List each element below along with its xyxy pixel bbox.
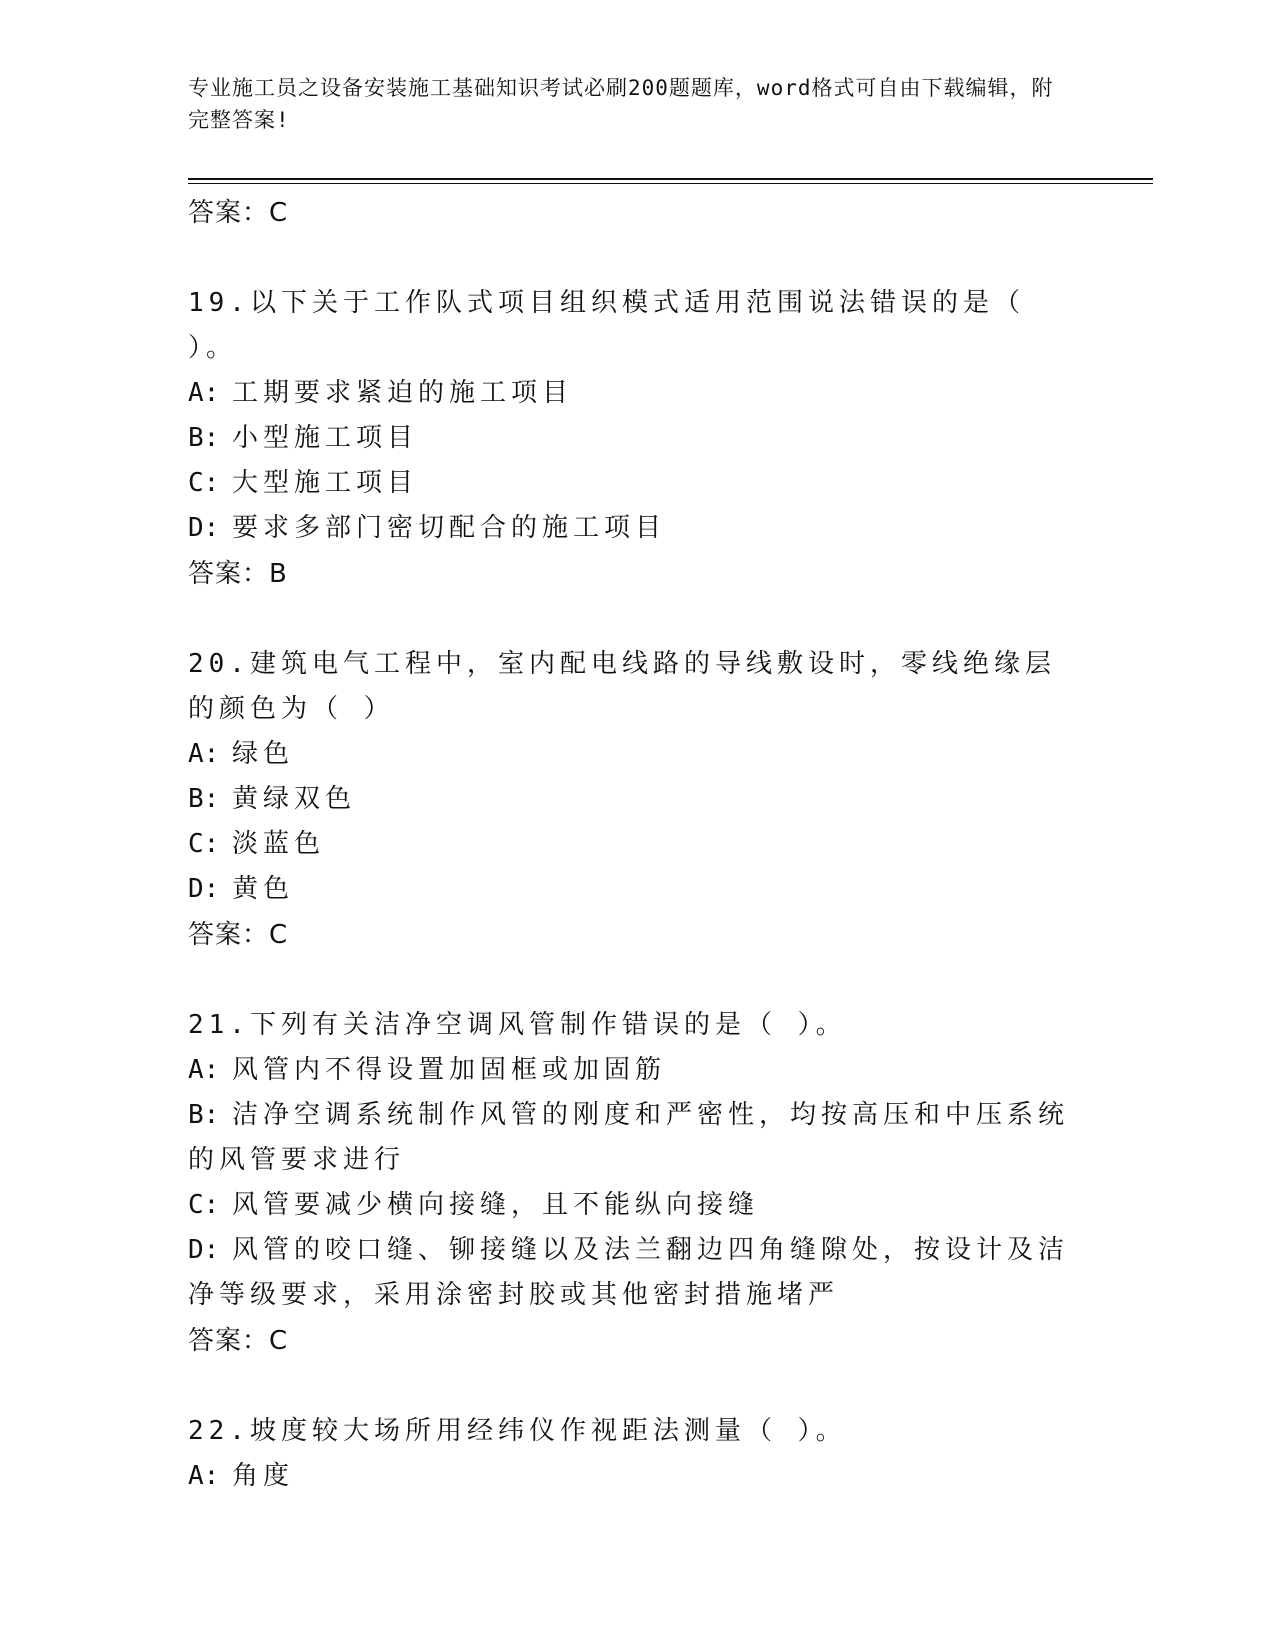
question-21 [188,1003,1073,1364]
option-text: 风管要减少横向接缝，且不能纵向接缝 [232,1190,760,1220]
header-divider-thin [188,183,1153,184]
question-text: 22.坡度较大场所用经纬仪作视距法测量（ ）。 [188,1416,847,1446]
question-text: 20.建筑电气工程中，室内配电线路的导线敷设时，零线绝缘层的颜色为（ ） [188,649,1056,724]
option-d [188,1228,1073,1318]
option-c [188,1183,1073,1228]
option-letter: C: [188,829,220,859]
question-list [188,190,1073,1499]
spacer [188,597,1073,642]
option-letter: B: [188,423,220,453]
option-text: 工期要求紧迫的施工项目 [232,378,574,408]
question-19 [188,281,1073,597]
option-text: 黄色 [232,874,295,904]
spacer [188,1364,1073,1409]
header-divider [188,178,1153,180]
option-text: 角度 [232,1461,295,1491]
question-text: 21.下列有关洁净空调风管制作错误的是（ ）。 [188,1010,847,1040]
option-letter: D: [188,513,220,543]
option-text: 要求多部门密切配合的施工项目 [232,513,667,543]
option-a [188,1048,1073,1093]
option-text: 风管的咬口缝、铆接缝以及法兰翻边四角缝隙处，按设计及洁净等级要求，采用涂密封胶或其他密封措施堵严 [188,1235,1070,1310]
option-letter: A: [188,1461,220,1491]
option-text: 洁净空调系统制作风管的刚度和严密性，均按高压和中压系统的风管要求进行 [188,1100,1070,1175]
option-letter: A: [188,1055,220,1085]
option-c [188,461,1073,506]
option-text: 黄绿双色 [232,784,357,814]
option-c [188,822,1073,867]
option-letter: D: [188,1235,220,1265]
option-text: 绿色 [232,739,295,769]
spacer [188,958,1073,1003]
question-text: 19.以下关于工作队式项目组织模式适用范围说法错误的是（ ）。 [188,288,1025,363]
option-text: 淡蓝色 [232,829,326,859]
option-b [188,777,1073,822]
option-d [188,506,1073,551]
option-b [188,416,1073,461]
option-letter: C: [188,468,220,498]
option-letter: B: [188,784,220,814]
answer-line: 答案：B [188,559,288,589]
option-letter: D: [188,874,220,904]
option-text: 小型施工项目 [232,423,419,453]
answer-line: 答案：C [188,1326,289,1356]
page-header: 专业施工员之设备安装施工基础知识考试必刷200题题库，word格式可自由下载编辑，附完整答案! [188,76,1054,132]
option-text: 风管内不得设置加固框或加固筋 [232,1055,667,1085]
option-a [188,371,1073,416]
option-d [188,867,1073,912]
answer-line: 答案：C [188,198,289,228]
option-letter: A: [188,739,220,769]
question-20 [188,642,1073,958]
option-a [188,1454,1073,1499]
option-letter: B: [188,1100,220,1130]
spacer [188,236,1073,281]
option-letter: A: [188,378,220,408]
option-letter: C: [188,1190,220,1220]
answer-line: 答案：C [188,920,289,950]
question-22 [188,1409,1073,1499]
option-text: 大型施工项目 [232,468,419,498]
option-a [188,732,1073,777]
option-b [188,1093,1073,1183]
